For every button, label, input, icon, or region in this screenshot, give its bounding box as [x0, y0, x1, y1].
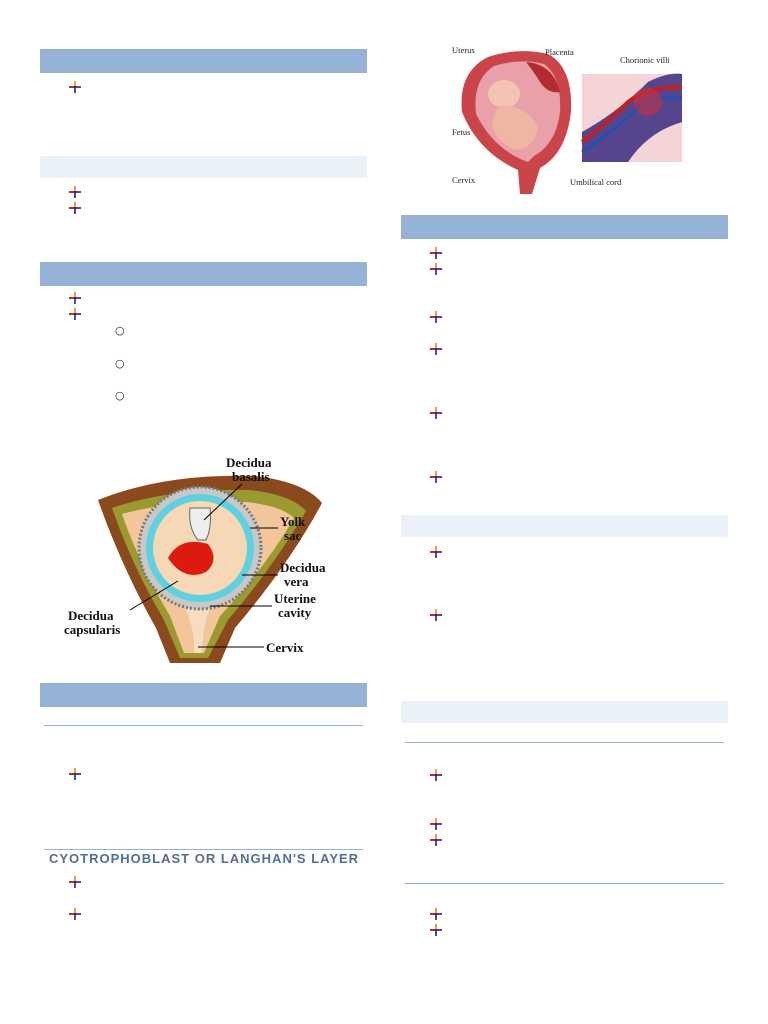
bullet-icon: [430, 818, 442, 830]
decidua-figure: [60, 448, 360, 670]
section-header-bar: [40, 683, 367, 707]
bullet-icon: [69, 908, 81, 920]
bullet-icon: [430, 247, 442, 259]
bullet-icon: [430, 263, 442, 275]
bullet-icon: [430, 546, 442, 558]
yolk-sac-label: sac: [284, 528, 302, 543]
bullet-icon: [430, 471, 442, 483]
bullet-icon: [430, 834, 442, 846]
bullet-icon: [69, 186, 81, 198]
bullet-icon: [430, 609, 442, 621]
decidua-vera-label: Decidua: [280, 560, 326, 575]
yolk-sac-label: Yolk: [280, 514, 306, 529]
divider-rule: [405, 742, 724, 743]
bullet-icon: [430, 924, 442, 936]
fetus-label: Fetus: [452, 127, 471, 137]
subsection-header-bar: [401, 515, 728, 537]
bullet-icon: [430, 908, 442, 920]
bullet-icon: [69, 308, 81, 320]
decidua-basalis-label: Decidua: [226, 455, 272, 470]
subbullet-circle: ○: [115, 324, 125, 337]
bullet-icon: [430, 407, 442, 419]
section-header-bar: [40, 262, 367, 286]
bullet-icon: [69, 202, 81, 214]
subsection-header-bar: [401, 701, 728, 723]
section-header-bar: [401, 215, 728, 239]
cervix-label: Cervix: [266, 640, 304, 655]
divider-rule: [405, 883, 724, 884]
cervix-label: Cervix: [452, 175, 476, 185]
subsection-header-bar: [40, 156, 367, 178]
decidua-vera-label: vera: [284, 574, 309, 589]
decidua-capsularis-label: Decidua: [68, 608, 114, 623]
bullet-icon: [430, 769, 442, 781]
bullet-icon: [430, 311, 442, 323]
divider-rule: [44, 725, 363, 726]
bullet-icon: [430, 343, 442, 355]
uterine-cavity-label: Uterine: [274, 591, 316, 606]
cytotrophoblast-heading: CYOTROPHOBLAST OR LANGHAN'S LAYER: [49, 851, 360, 866]
bullet-icon: [69, 768, 81, 780]
bullet-icon: [69, 81, 81, 93]
fetus-placenta-figure: [448, 42, 702, 202]
decidua-basalis-label: basalis: [232, 469, 270, 484]
chorionic-villi-label: Chorionic villi: [620, 55, 670, 65]
decidua-leader-lines: [60, 448, 360, 670]
subbullet-circle: ○: [115, 389, 125, 402]
subbullet-circle: ○: [115, 357, 125, 370]
divider-rule: [44, 849, 363, 850]
uterus-label: Uterus: [452, 45, 475, 55]
bullet-icon: [69, 876, 81, 888]
uterine-cavity-label: cavity: [278, 605, 312, 620]
section-header-bar: [40, 49, 367, 73]
bullet-icon: [69, 292, 81, 304]
decidua-capsularis-label: capsularis: [64, 622, 121, 637]
placenta-label: Placenta: [545, 47, 574, 57]
umbilical-cord-label: Umbilical cord: [570, 177, 622, 187]
